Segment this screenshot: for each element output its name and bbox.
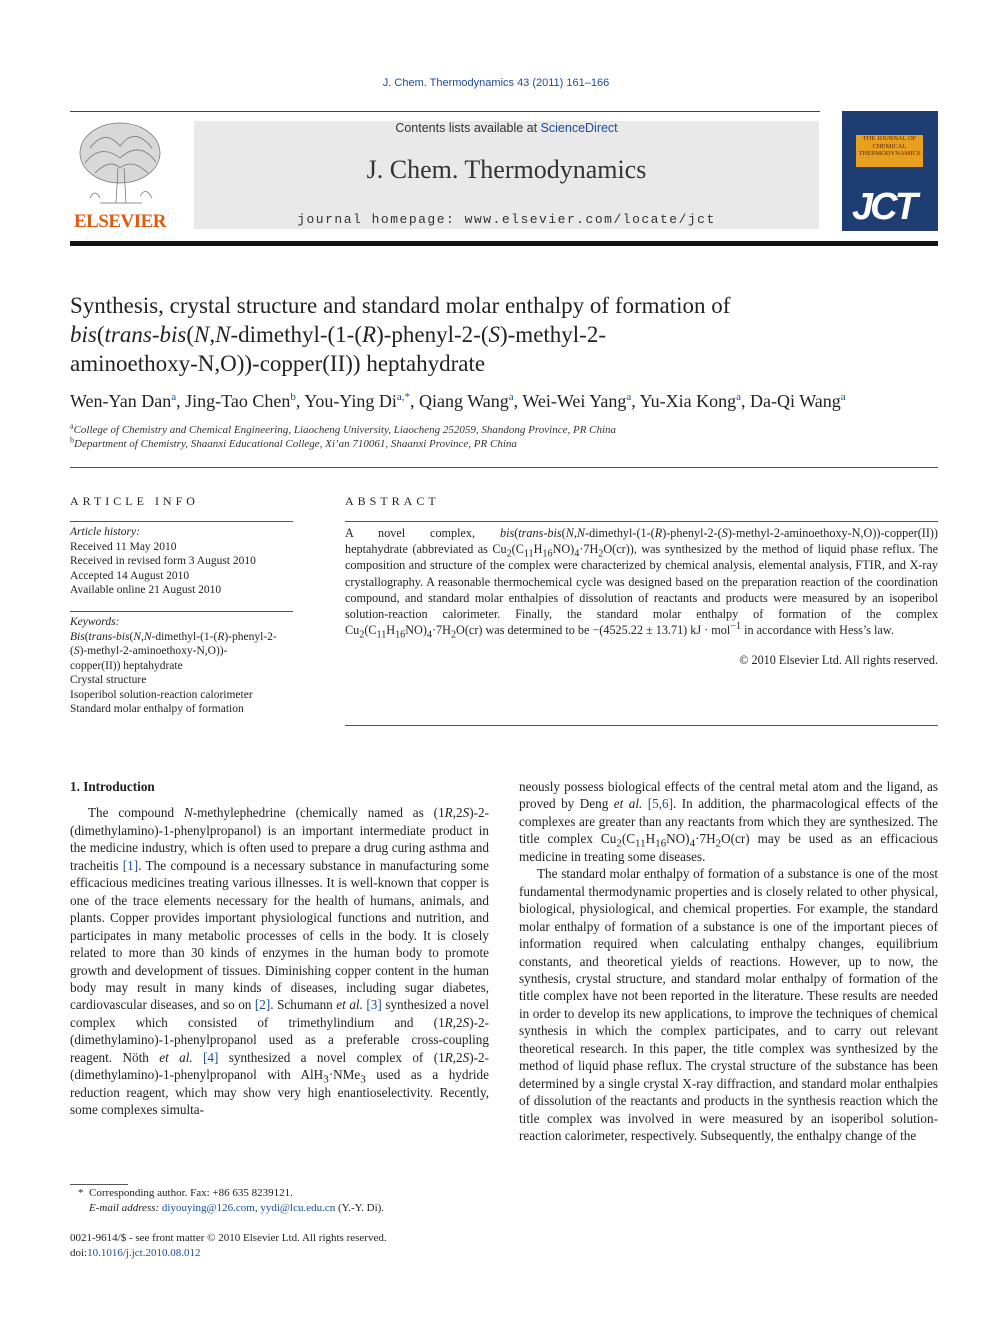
author-list: Wen-Yan Dan$^a$, Jing-Tao Chen$^b$, You-Ying $Di^{a,*}$, Qiang Wang$^a$, Wei-Wei Yang$^a$, Yu-Xia Kong$^a$, Da-Qi Wang$^a$ <box>70 391 846 411</box>
author-mark[interactable]: a <box>736 391 742 403</box>
abstract-heading: ABSTRACT <box>345 494 440 508</box>
corresponding-footnote <box>70 1186 500 1216</box>
keyword: Standard molar enthalpy of formation <box>70 703 244 715</box>
intro-paragraph-1-cont: neously possess biological effects of the central metal atom and the ligand, as proved by Deng et al. [5,6]. In addition, the pharmacological effects of the complexes are greater than any reactants from which they are synthesized. The title complex $Cu_2(C_{11}H_{16}NO)_4\cdot 7H_2O(cr)$ may be used as an efficacious medicine in treating some diseases. <box>519 779 939 864</box>
author-mark[interactable]: b <box>290 391 296 403</box>
affiliation-text: Department of Chemistry, Shaanxi Educational College, Xi’an 710061, Shaanxi Province, PR China <box>74 438 517 450</box>
corresponding-text: Corresponding author. Fax: +86 635 8239121. <box>89 1187 293 1199</box>
intro-right-column <box>519 778 938 1145</box>
elsevier-logo[interactable] <box>70 118 170 210</box>
email-line: E-mail address: diyouying@126.com, yydi@lcu.edu.cn (Y.-Y. Di). <box>89 1202 385 1214</box>
author-mark[interactable]: a <box>508 391 514 403</box>
header-rule <box>70 111 820 112</box>
author[interactable]: You-Ying Di <box>304 391 397 411</box>
affiliation-a <box>70 421 617 436</box>
intro-heading: 1. Introduction <box>70 779 155 794</box>
cover-logo: JCT <box>852 186 915 228</box>
email-link-2[interactable]: yydi@lcu.edu.cn <box>260 1202 336 1214</box>
author[interactable]: Wei-Wei Yang <box>522 391 627 411</box>
affiliation-text: College of Chemistry and Chemical Engineering, Liaocheng University, Liaocheng 252059, Shandong Province, PR China <box>73 424 617 436</box>
keyword-cont: (S)-methyl-2-aminoethoxy-N,O))- <box>70 645 228 657</box>
keyword-cont: copper(II)) heptahydrate <box>70 659 183 672</box>
doi-label: doi: <box>70 1247 88 1259</box>
affiliation-rule <box>70 467 938 468</box>
intro-paragraph-1: The compound N-methylephedrine (chemically named as (1R,2S)-2-(dimethylamino)-1-phenylpropanol) is an important intermediate product in the medicine industry, which is often used to prepare a drug curing asthma and tracheitis [1]. The compound is a necessary substance in manufacturing some efficacious medicines treating various illnesses. It is well-known that copper is one of the trace elements necessary for the health of humans, animals, and plants. Copper provides important physiological functions and nutrition, and participates in many metabolic processes of cells in the body. It is closely related to more than 30 kinds of enzymes in the human body to promote growth and development of tissues. Diminishing copper content in the human body may result in many kinds of diseases, including sugar diabetes, cardiovascular diseases, and so on [2]. Schumann et al. [3] synthesized a novel complex which consisted of trimethylindium and (1R,2S)-2-(dimethylamino)-1-phenylpropanol used as a preferable cross-coupling reagent. Nöth et al. [4] synthesized a novel complex of (1R,2S)-2-(dimethylamino)-1-phenylpropanol with AlH$_3$·NMe$_3$ used as a hydride reduction reagent, which may show very high enantioselectivity. Recently, some complexes simulta- <box>70 805 490 1118</box>
email-label: E-mail address: <box>89 1202 160 1214</box>
footnote-rule <box>70 1184 128 1185</box>
journal-homepage <box>194 212 819 227</box>
author-mark[interactable]: a <box>626 391 632 403</box>
author[interactable]: Yu-Xia Kong <box>639 391 737 411</box>
history-label: Article history: <box>70 526 140 538</box>
title-line-1: Synthesis, crystal structure and standard molar enthalpy of formation of <box>70 293 731 318</box>
front-matter <box>70 1231 500 1261</box>
history-revised: Received in revised form 3 August 2010 <box>70 555 256 567</box>
elsevier-tree-icon <box>70 118 170 210</box>
author-mark[interactable]: a <box>840 391 846 403</box>
article-history <box>70 525 295 598</box>
contents-availability <box>194 121 819 135</box>
issn-line: 0021-9614/$ - see front matter © 2010 Elsevier Ltd. All rights reserved. <box>70 1232 387 1244</box>
info-rule <box>70 521 293 522</box>
author[interactable]: Da-Qi Wang <box>750 391 841 411</box>
corresponding-author: * Corresponding author. Fax: +86 635 8239121. <box>78 1187 293 1199</box>
affiliation-b <box>70 435 517 450</box>
keyword: Crystal structure <box>70 674 147 686</box>
intro-left-column <box>70 778 489 1119</box>
history-received: Received 11 May 2010 <box>70 540 177 553</box>
keyword: Bis(trans-bis(N,N-dimethyl-(1-(R)-phenyl-2- <box>70 630 277 643</box>
history-accepted: Accepted 14 August 2010 <box>70 569 190 582</box>
elsevier-wordmark: ELSEVIER <box>73 211 167 232</box>
keywords <box>70 615 295 717</box>
cover-title: THE JOURNAL OF CHEMICAL THERMODYNAMICS <box>856 135 923 167</box>
history-online: Available online 21 August 2010 <box>70 584 222 596</box>
keywords-rule <box>70 611 293 612</box>
doi-link[interactable]: 10.1016/j.jct.2010.08.012 <box>87 1247 201 1259</box>
contents-prefix: Contents lists available at <box>395 121 541 135</box>
intro-paragraph-2: The standard molar enthalpy of formation of a substance is one of the most fundamental thermodynamic properties and is closely related to other physical, biological, physiological, and chemical properties. For example, the standard molar enthalpy of formation of a substance is one of the important pieces of information required when calculating enthalpy changes, equilibrium constants, and theoretical yields of reactions. However, up to now, the synthesis, crystal structure, and standard molar enthalpy of formation of the title complex have not been reported in the literature. These results are needed in order to develop its new applications, to improve the techniques of chemical synthesis in which the complex participates, and to carry out relevant theoretical research. In this paper, the title complex was synthesized by the method of liquid phase reflux. The crystal structure of the substance has been determined by a single crystal X-ray diffraction, and standard molar enthalpies of dissolution of the reactants and products in the synthesis reaction which the title complex was involved in were measured by an isoperibol solution-reaction calorimeter, respectively. Subsequently, the enthalpy change of the <box>519 866 938 1144</box>
homepage-url[interactable]: www.elsevier.com/locate/jct <box>464 212 716 227</box>
abstract-copyright: © 2010 Elsevier Ltd. All rights reserved. <box>739 653 938 667</box>
title-line-3: aminoethoxy-N,O))-copper(II)) heptahydrate <box>70 351 486 376</box>
journal-title: J. Chem. Thermodynamics <box>366 155 647 184</box>
article-info-heading: ARTICLE INFO <box>70 494 199 508</box>
author-mark[interactable]: a <box>171 391 177 403</box>
journal-cover[interactable] <box>842 111 938 231</box>
abstract-rule <box>345 521 938 522</box>
title-line-2: bis(trans-bis(N,N-dimethyl-(1-(R)-phenyl-2-(S)-methyl-2- <box>70 322 606 347</box>
author[interactable]: Wen-Yan Dan <box>70 391 172 411</box>
sciencedirect-link[interactable]: ScienceDirect <box>540 121 618 135</box>
author[interactable]: Qiang Wang <box>419 391 509 411</box>
email-suffix: (Y.-Y. Di). <box>338 1202 385 1214</box>
doi-line <box>70 1246 500 1261</box>
abstract-end-rule <box>345 725 938 726</box>
journal-citation[interactable]: J. Chem. Thermodynamics 43 (2011) 161–166 <box>382 77 610 89</box>
header-thick-rule <box>70 241 938 246</box>
author-mark[interactable]: a,* <box>396 391 411 403</box>
abstract-text: A novel complex, bis(trans-bis(N,N-dimethyl-(1-(R)-phenyl-2-(S)-methyl-2-aminoethoxy-N,O))-copper(II)) heptahydrate (abbreviated as $Cu_2(C_{11}H_{16}NO)_4\cdot 7H_2O(cr)$), was synthesized by the method of liquid phase reflux. The composition and structure of the complex were characterized by chemical analysis, elemental analysis, FTIR, and X-ray crystallography. A reasonable thermochemical cycle was designed based on the preparation reaction of the coordination compound, and standard molar enthalpies of dissolution of reactants and products were measured by an isoperibol solution-reaction calorimeter. Finally, the standard molar enthalpy of formation of the complex $Cu_2(C_{11}H_{16}NO)_4\cdot 7H_2O(cr)$ was determined to be −(4525.22 ± 13.71) kJ · mol$^{-1}$ in accordance with Hess’s law. <box>345 526 939 641</box>
article-title <box>70 291 940 378</box>
author[interactable]: Jing-Tao Chen <box>185 391 291 411</box>
email-link-1[interactable]: diyouying@126.com <box>161 1202 255 1214</box>
keywords-label: Keywords: <box>70 616 120 628</box>
affiliation-mark: b <box>70 435 74 445</box>
homepage-label: journal homepage: <box>297 212 465 227</box>
affiliation-mark: a <box>70 421 74 431</box>
keyword: Isoperibol solution-reaction calorimeter <box>70 688 253 701</box>
